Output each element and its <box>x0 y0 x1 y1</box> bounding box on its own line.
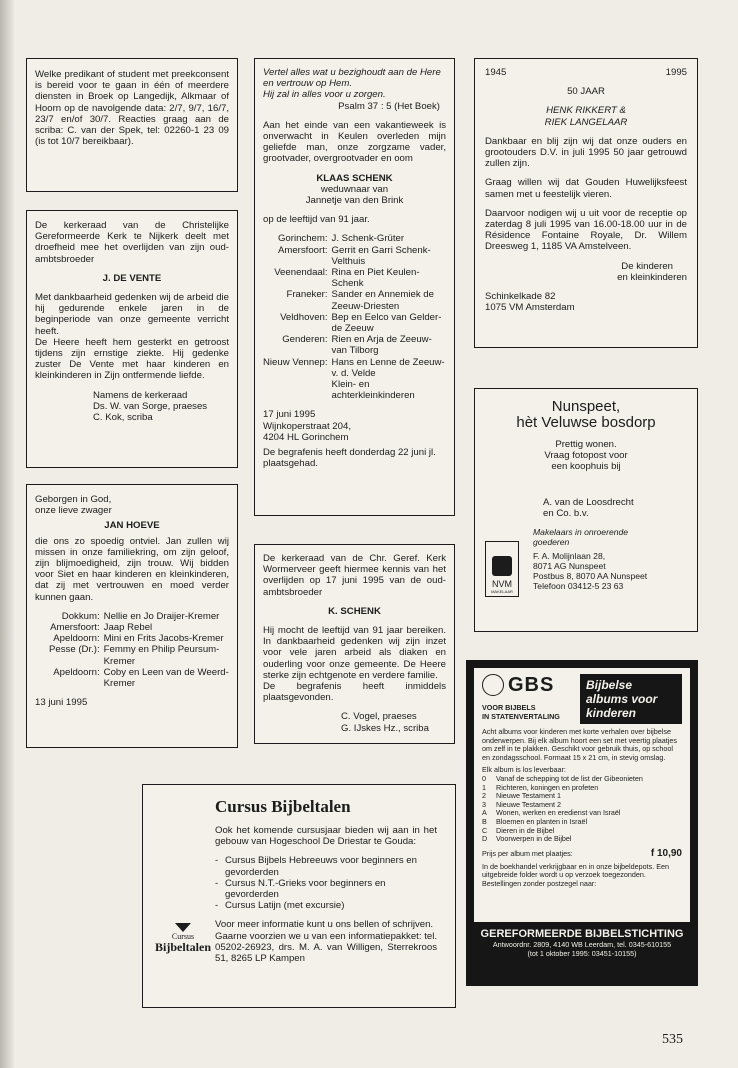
family-place: Genderen: <box>282 334 328 346</box>
album-item: D Voorwerpen in de Bijbel <box>482 834 572 844</box>
publisher-phone: (tot 1 oktober 1995: 03451-10155) <box>527 948 637 958</box>
notice-body: Hij mocht de leeftijd van 91 jaar bereiken. In dankbaarheid gedenken wij zijn inzet voor vele jaren arbeid als diaken en ouderling voor onze gemeente. De Heere sterke zijn echtgenote en verdere familie. <box>263 625 446 681</box>
family-place: Veldhoven: <box>280 311 328 323</box>
address-line: Schinkelkade 82 <box>485 291 556 303</box>
ad-subtitle: VOOR BIJBELS <box>482 703 536 712</box>
course-item: - Cursus Bijbels Hebreeuws voor beginners en gevorderden <box>215 855 437 877</box>
logo-text: Cursus <box>171 932 195 941</box>
course-label: Cursus N.T.-Grieks voor beginners en gevorderden <box>225 877 386 901</box>
logo-text: NVM <box>492 579 512 590</box>
widower-line: weduwnaar van <box>320 183 389 195</box>
reception-details: Daarvoor nodigen wij u uit voor de receptie op zaterdag 8 juli 1995 van 16.00-18.00 uur in de Résidence Fontaine Royale, Dr. Willem Dreesweg 1, 1185 VA Amstelveen. <box>485 207 687 253</box>
bible-verse: Hij zal in alles voor u zorgen. <box>263 89 386 101</box>
ad-title: Nunspeet, <box>551 398 621 415</box>
notice-intro: De kerkeraad van de Chr. Geref. Kerk Wormerveer geeft hiermee kennis van het overlijden op 17 juni 1995 van de oud-ambtsbroeder <box>263 553 446 598</box>
spouse-name: Jannetje van den Brink <box>305 195 404 207</box>
firm-tagline: Makelaars in onroerende <box>533 527 629 538</box>
address-line: 17 juni 1995 <box>263 409 316 421</box>
course-label: Cursus Bijbels Hebreeuws voor beginners en gevorderden <box>225 855 417 878</box>
info-text: Voor meer informatie kunt u ons bellen of schrijven. <box>215 919 434 931</box>
ad-subtitle: IN STATENVERTALING <box>482 711 560 721</box>
vacancy-text: Welke predikant of student met preekconsent is bereid voor te gaan in één of meerdere diensten in Broek op Langedijk, Alkmaar of Hoorn op de navolgende data: 2/7, 9/7, 16/7, 23/7 en/of 30/7. Reacties graag aan de scriba: C. van der Spek, tel: 02260-1 23 09 (is tot 10/7 bereikbaar). <box>35 69 229 148</box>
address-line: Telefoon 03412-5 23 63 <box>533 581 624 592</box>
album-item: A Wonen, werken en eredienst van Israël <box>482 808 621 818</box>
family-members: Femmy en Philip Peursum-Kremer <box>103 644 220 667</box>
firm-name: en Co. b.v. <box>543 507 589 519</box>
family-place <box>263 379 328 401</box>
opening-line: Geborgen in God, <box>35 494 112 505</box>
album-item: B Bloemen en planten in Israël <box>482 816 588 826</box>
ad-title: hèt Veluwse bosdorp <box>516 414 656 431</box>
album-description: Acht albums voor kinderen met korte verhalen over bijbelse onderwerpen. Bij elk album hoort een set met veertig plaatjes om zelf in te plakken. Geschikt voor gebruik thuis, op school en zondagsschool. Formaat 15 x 21 cm, in stevig omslag. <box>482 727 677 762</box>
year-start: 1945 <box>485 67 507 78</box>
bible-verse: Vertel alles wat u bezighoudt aan de Here en vertrouw op Hem. <box>263 67 441 90</box>
page-number: 535 <box>662 1032 683 1047</box>
family-members: Rien en Arja de Zeeuw-van Tilborg <box>331 334 432 357</box>
family-members: Gerrit en Garri Schenk-Velthuis <box>331 244 431 267</box>
signature: De kinderen <box>621 260 673 272</box>
address-line: 1075 VM Amsterdam <box>485 302 575 314</box>
family-members: Hans en Lenne de Zeeuw-v. d. Velde <box>331 356 445 379</box>
family-members: Nellie en Jo Draijer-Kremer <box>103 610 220 622</box>
logo-subtext: MAKELAAR <box>491 589 513 595</box>
course-label: Cursus Latijn (met excursie) <box>225 900 345 912</box>
address-line: 8071 AG Nunspeet <box>533 561 606 572</box>
notice-body: Aan het einde van een vakantieweek is onverwacht in Keulen overleden mijn geliefde man, onze zorgzame vader, grootvader, overgrootvader en oom <box>263 119 446 165</box>
family-members: Klein- en achterkleinkinderen <box>331 379 415 402</box>
year-end: 1995 <box>665 67 687 78</box>
ad-title: Cursus Bijbeltalen <box>215 797 351 816</box>
family-place: Gorinchem: <box>277 233 328 245</box>
couple-name: HENK RIKKERT & <box>546 105 626 117</box>
notice-body: Met dankbaarheid gedenken wij de arbeid die hij gedurende enkele jaren in de beginperiode van onze gemeente verricht heeft. <box>35 292 229 337</box>
family-place: Amersfoort: <box>277 244 328 256</box>
notice-date: 13 juni 1995 <box>35 697 88 709</box>
signature: Namens de kerkeraad <box>93 389 188 401</box>
nvm-logo <box>485 541 519 597</box>
notice-body: Graag willen wij dat Gouden Huwelijksfeest samen met u feestelijk vieren. <box>485 177 687 200</box>
firm-name: A. van de Loosdrecht <box>543 496 634 508</box>
family-place: Apeldoorn: <box>53 633 100 645</box>
address-line: F. A. Molijnlaan 28, <box>533 551 606 562</box>
ad-title: kinderen <box>586 706 637 720</box>
notice-body: De Heere heeft hem gesterkt en getroost tijdens zijn ernstige ziekte. Hij gedenke zuster De Vente met haar kinderen en kleinkinderen in Zijn ontfermende liefde. <box>35 336 229 382</box>
address-line: Postbus 8, 8070 AA Nunspeet <box>533 571 648 582</box>
notice-intro: De kerkeraad van de Christelijke Gereformeerde Kerk te Nijkerk deelt met droefheid mee het overlijden van zijn oud-ambtsbroeder <box>35 220 229 265</box>
family-members: Sander en Annemiek de Zeeuw-Driesten <box>331 289 434 312</box>
death-notice-de-vente <box>26 210 238 468</box>
family-place: Franeker: <box>286 289 328 301</box>
price-label: Prijs per album met plaatjes: <box>482 848 573 858</box>
signature: G. IJskes Hz., scriba <box>341 722 429 734</box>
notice-body: Dankbaar en blij zijn wij dat onze ouders en grootouders D.V. in juli 1995 50 jaar getrouwd zullen zijn. <box>485 135 687 170</box>
family-members: Coby en Leen van de Weerd-Kremer <box>103 666 229 690</box>
info-text: Gaarne voorzien we u van een informatiepakket: tel. 05202-26923, drs. M. A. van Willigen, Sterrekroos 51, 8265 LP Kampen <box>215 930 437 965</box>
deceased-name: K. SCHENK <box>328 605 381 617</box>
ad-tagline: Vraag fotopost voor <box>544 450 628 462</box>
verse-reference: Psalm 37 : 5 (Het Boek) <box>338 100 440 112</box>
family-place: Pesse (Dr.): <box>49 644 100 656</box>
family-place: Dokkum: <box>61 610 100 622</box>
address-line: 4204 HL Gorinchem <box>263 431 349 443</box>
album-item: 0 Vanaf de schepping tot de list der Gibeonieten <box>482 773 643 783</box>
family-place: Veenendaal: <box>274 267 328 279</box>
couple-name: RIEK LANGELAAR <box>544 116 628 128</box>
course-ad <box>142 784 456 1008</box>
family-place: Amersfoort: <box>50 622 100 634</box>
course-item: - Cursus N.T.-Grieks voor beginners en gevorderden <box>215 878 437 900</box>
family-place: Nieuw Vennep: <box>263 356 328 368</box>
list-heading: Elk album is los leverbaar: <box>482 765 566 775</box>
deceased-name: J. DE VENTE <box>102 272 162 284</box>
age-line: op de leeftijd van 91 jaar. <box>263 214 370 226</box>
real-estate-ad <box>474 388 698 632</box>
price-value: f 10,90 <box>650 847 682 859</box>
anniversary-title: 50 JAAR <box>567 86 605 98</box>
album-item: C Dieren in de Bijbel <box>482 825 555 835</box>
notice-body: die ons zo spoedig ontviel. Jan zullen wij missen in onze familiekring, om zijn geloof, zijn blijmoedigheid, zijn trouw. Wij bidden voor Siet en haar kinderen en kleinkinderen, dat zij met vertrouwen en moed verder kunnen gaan. <box>35 535 229 603</box>
family-members: J. Schenk-Grüter <box>331 233 405 245</box>
logo-text: Bijbeltalen <box>155 940 211 954</box>
family-members: Mini en Frits Jacobs-Kremer <box>103 633 224 645</box>
death-notice-jan-hoeve <box>26 484 238 748</box>
globe-icon <box>482 674 504 696</box>
album-item: 3 Nieuwe Testament 2 <box>482 799 561 809</box>
funeral-note: De begrafenis heeft donderdag 22 juni jl. plaatsgehad. <box>263 447 436 470</box>
deceased-name: JAN HOEVE <box>104 520 160 532</box>
album-item: 1 Richteren, koningen en profeten <box>482 782 599 792</box>
address-line: Wijnkoperstraat 204, <box>263 420 351 432</box>
firm-tagline: goederen <box>533 537 570 548</box>
course-intro: Ook het komende cursusjaar bieden wij aan in het gebouw van Hogeschool De Driestar te Gouda: <box>215 825 437 848</box>
signature: Ds. W. van Sorge, praeses <box>93 400 208 412</box>
deceased-name: KLAAS SCHENK <box>316 172 393 184</box>
ad-title: Bijbelse <box>586 678 633 692</box>
house-icon <box>492 556 512 576</box>
death-notice-klaas-schenk <box>254 58 455 516</box>
ad-tagline: Prettig wonen. <box>555 439 617 450</box>
album-item: 2 Nieuwe Testament 1 <box>482 791 561 801</box>
opening-line: onze lieve zwager <box>35 505 112 517</box>
signature: C. Vogel, praeses <box>341 711 417 723</box>
bible-albums-ad <box>466 660 698 986</box>
publisher-name: GEREFORMEERDE BIJBELSTICHTING <box>480 928 684 940</box>
ad-title: albums voor <box>586 692 658 706</box>
family-members: Bep en Eelco van Gelder-de Zeeuw <box>331 311 442 335</box>
signature: C. Kok, scriba <box>93 412 153 424</box>
vacancy-notice <box>26 58 238 192</box>
page-edge-shadow <box>0 0 14 1068</box>
arrow-icon <box>175 923 191 932</box>
order-note: In de boekhandel verkrijgbaar en in onze bijbeldepots. Een uitgebreide folder wordt u op verzoek toegezonden. Bestellingen zonder postzegel naar: <box>482 861 670 888</box>
gbs-logo: GBS <box>508 674 555 696</box>
publisher-address: Antwoordnr. 2809, 4140 WB Leerdam, tel. 0345-610155 <box>492 940 672 949</box>
family-list <box>263 233 446 401</box>
death-notice-k-schenk <box>254 544 455 744</box>
ad-tagline: een koophuis bij <box>551 461 621 473</box>
family-members: Rina en Piet Keulen-Schenk <box>331 267 420 290</box>
course-logo <box>153 923 213 954</box>
course-item: - Cursus Latijn (met excursie) <box>215 900 345 912</box>
signature: en kleinkinderen <box>617 271 687 283</box>
notice-body: De begrafenis heeft inmiddels plaatsgevonden. <box>263 681 446 704</box>
family-members: Jaap Rebel <box>103 622 153 634</box>
golden-wedding-notice <box>474 58 698 348</box>
family-list <box>35 611 229 689</box>
family-place: Apeldoorn: <box>53 666 100 678</box>
headline-box <box>580 674 682 724</box>
